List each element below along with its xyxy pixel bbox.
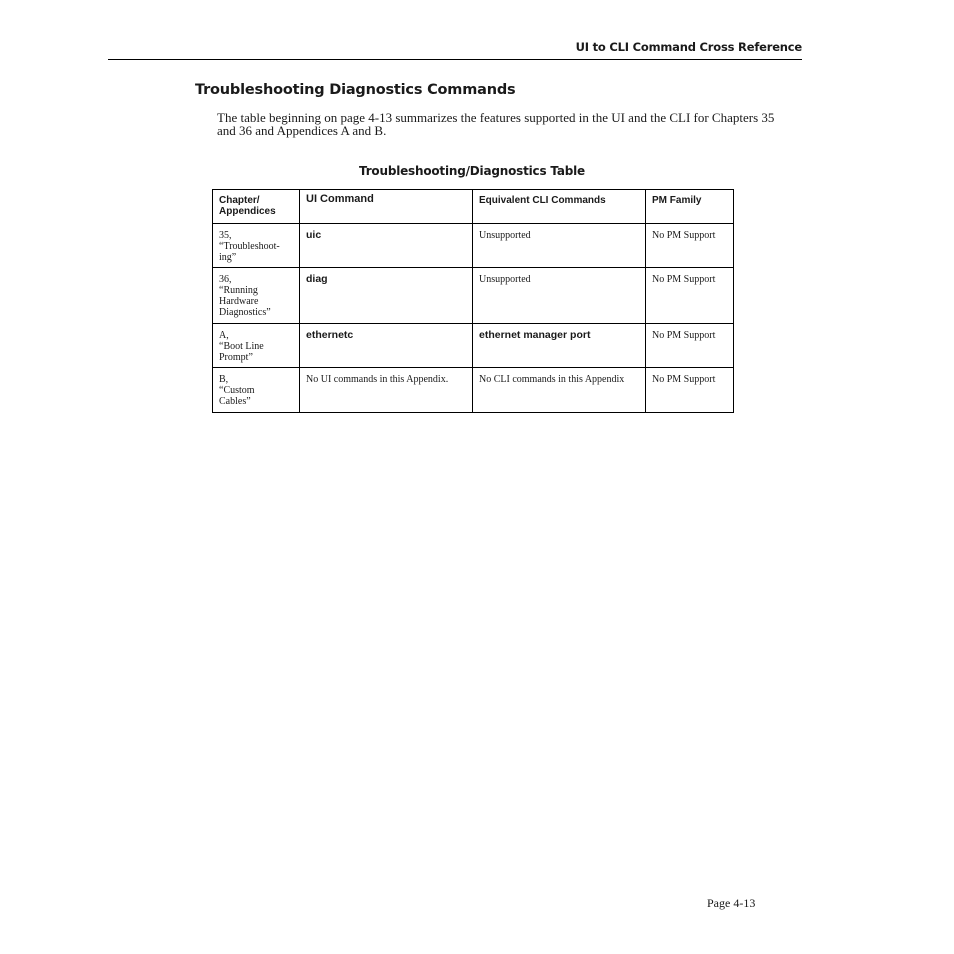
table-cell-cli-command [473,268,646,324]
cli-command-text: ethernet manager port [479,329,591,341]
column-header-cli-commands [473,190,646,224]
cli-command-text: Unsupported [479,274,531,285]
intro-paragraph: The table beginning on page 4-13 summarizes the features supported in the UI and the CLI for Chapters 35 and 36 and Appendices A and B. [217,110,775,138]
table-cell-cli-command [473,324,646,368]
ui-command-text: uic [306,229,322,241]
section-title: Troubleshooting Diagnostics Commands [195,82,516,98]
running-header-title: UI to CLI Command Cross Reference [575,40,802,54]
table-cell-chapter [213,368,300,413]
table-cell-pm-family [646,224,734,268]
chapter-text: B, “Custom Cables” [219,374,255,407]
chapter-text: 36, “Running Hardware Diagnostics” [219,274,271,318]
ui-command-text: ethernetc [306,329,354,341]
table-cell-pm-family [646,268,734,324]
table-cell-pm-family [646,324,734,368]
column-header-cli-commands-label: Equivalent CLI Commands [479,195,606,206]
column-header-chapter-label: Chapter/ Appendices [219,195,276,217]
table-caption: Troubleshooting/Diagnostics Table [359,164,585,178]
chapter-text: A, “Boot Line Prompt” [219,330,264,363]
pm-family-text: No PM Support [652,374,716,385]
column-header-pm-family-label: PM Family [652,195,702,206]
chapter-text: 35, “Troubleshoot- ing” [219,230,280,263]
table-cell-chapter [213,268,300,324]
pm-family-text: No PM Support [652,274,716,285]
table-cell-chapter [213,224,300,268]
table-row [213,368,734,413]
table-row [213,224,734,268]
table-header-row [213,190,734,224]
ui-command-text: diag [306,273,328,285]
table-cell-cli-command [473,224,646,268]
ui-command-text: No UI commands in this Appendix. [306,374,449,385]
table-cell-ui-command [300,224,473,268]
page-number: Page 4-13 [707,896,756,910]
pm-family-text: No PM Support [652,330,716,341]
table-cell-ui-command [300,268,473,324]
column-header-ui-command [300,190,473,224]
table-cell-cli-command [473,368,646,413]
table-cell-chapter [213,324,300,368]
table-cell-ui-command [300,324,473,368]
column-header-chapter [213,190,300,224]
cross-reference-table [212,189,734,413]
pm-family-text: No PM Support [652,230,716,241]
table-row [213,324,734,368]
column-header-ui-command-label: UI Command [306,193,374,205]
cli-command-text: Unsupported [479,230,531,241]
cli-command-text: No CLI commands in this Appendix [479,374,625,385]
table-row [213,268,734,324]
table-cell-pm-family [646,368,734,413]
column-header-pm-family [646,190,734,224]
table-cell-ui-command [300,368,473,413]
header-rule [108,59,802,60]
